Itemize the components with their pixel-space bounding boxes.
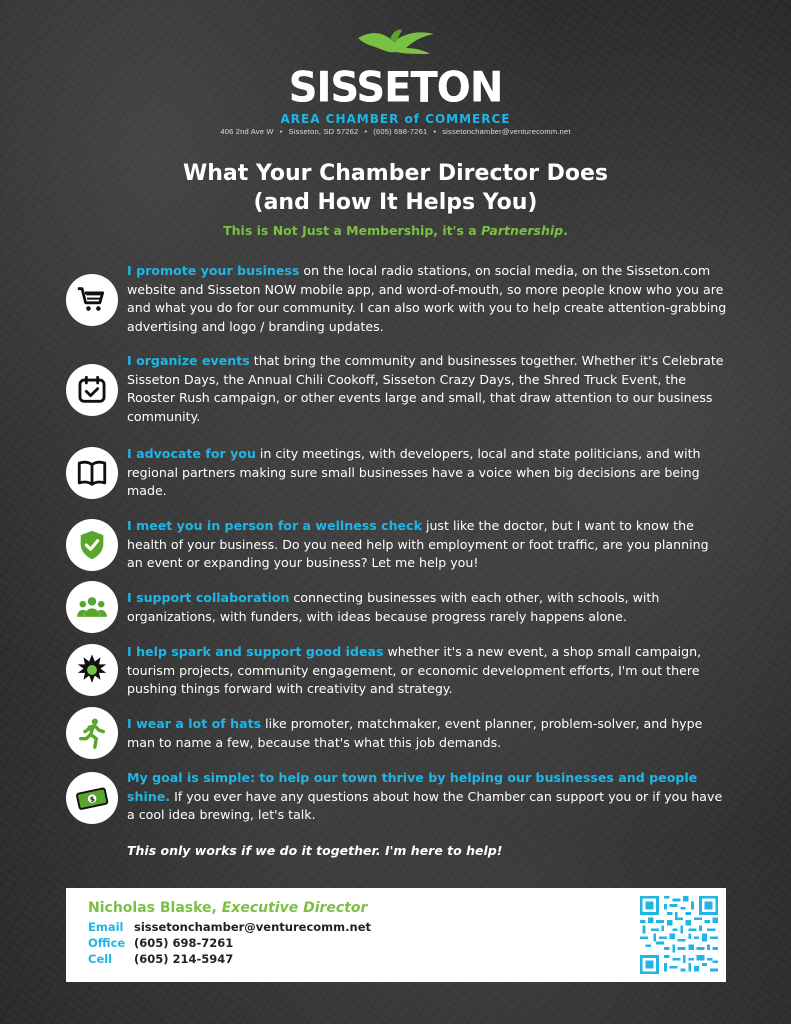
director-name: Nicholas Blaske, Executive Director bbox=[88, 900, 368, 916]
email-link[interactable]: sissetonchamber@venturecomm.net bbox=[442, 127, 571, 136]
page-title: What Your Chamber Director Does (and How It Helps You) bbox=[182, 161, 609, 215]
card-cell-phone[interactable]: (605) 214-5947 bbox=[134, 952, 234, 966]
eagle-icon bbox=[354, 24, 438, 64]
money-bill-icon bbox=[66, 772, 118, 824]
spark-burst-icon bbox=[66, 644, 118, 696]
open-book-icon bbox=[66, 447, 118, 499]
people-group-icon bbox=[66, 581, 118, 633]
city: Sisseton, SD 57262 bbox=[288, 127, 359, 136]
cell-row: Cell (605) 214-5947 bbox=[88, 952, 234, 966]
contact-line: 406 2nd Ave W • Sisseton, SD 57262 • (605) 698-7261 • sissetonchamber@venturecomm.net bbox=[220, 127, 571, 136]
email-row: Email sissetonchamber@venturecomm.net bbox=[88, 920, 371, 934]
logo-subtitle: AREA CHAMBER of COMMERCE bbox=[280, 112, 511, 126]
address: 406 2nd Ave W bbox=[220, 127, 274, 136]
calendar-check-icon bbox=[66, 364, 118, 416]
logo-wordmark: SISSETON bbox=[288, 63, 503, 113]
phone: (605) 698-7261 bbox=[373, 127, 428, 136]
card-email[interactable]: sissetonchamber@venturecomm.net bbox=[134, 920, 371, 934]
tagline: This is Not Just a Membership, it's a Partnership. bbox=[223, 223, 568, 238]
office-row: Office (605) 698-7261 bbox=[88, 936, 234, 950]
shield-check-icon bbox=[66, 519, 118, 571]
contact-card bbox=[66, 888, 726, 982]
running-person-icon bbox=[66, 707, 118, 759]
shopping-cart-icon bbox=[66, 274, 118, 326]
svg-text:$: $ bbox=[88, 794, 96, 804]
chamber-logo bbox=[0, 24, 791, 126]
qr-code[interactable] bbox=[640, 896, 718, 974]
card-office-phone[interactable]: (605) 698-7261 bbox=[134, 936, 234, 950]
closing-statement: This only works if we do it together. I'm here to help! bbox=[127, 843, 503, 858]
